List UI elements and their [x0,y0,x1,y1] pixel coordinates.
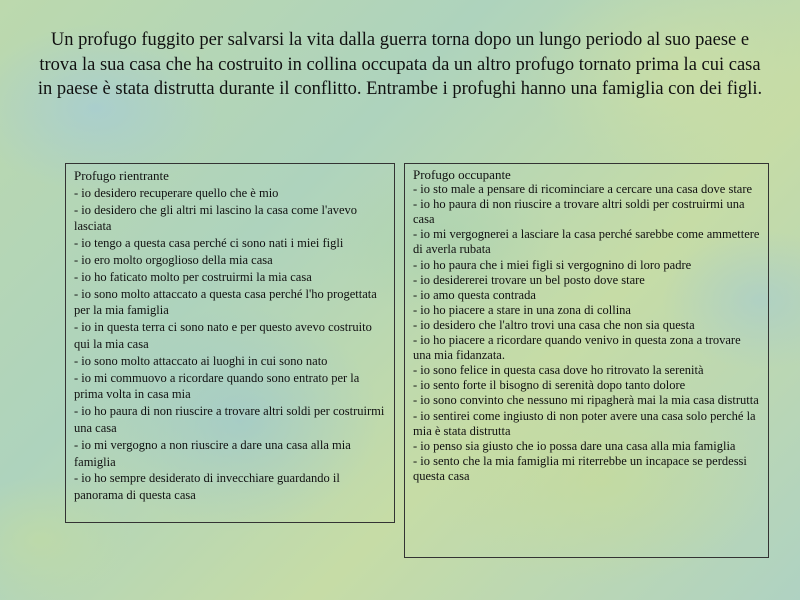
list-item: - io sono convinto che nessuno mi ripagherà mai la mia casa distrutta [413,393,759,408]
list-item: - io desidero che gli altri mi lascino la casa come l'avevo lasciata [74,202,358,234]
list-item: - io sento forte il bisogno di serenità dopo tanto dolore [413,378,686,393]
returning-refugee-heading: Profugo rientrante [74,168,169,183]
list-item: - io mi commuovo a ricordare quando sono entrato per la prima volta in casa mia [74,370,360,402]
returning-refugee-box [65,163,395,523]
list-item: - io in questa terra ci sono nato e per questo avevo costruito qui la mia casa [74,320,372,351]
list-item: - io ho paura che i miei figli si vergognino di loro padre [413,257,692,272]
list-item: - io sento che la mia famiglia mi riterrebbe un incapace se perdessi questa casa [413,453,747,483]
list-item: - io sono molto attaccato a questa casa perché l'ho progettata per la mia famiglia [74,286,377,318]
list-item: - io ero molto orgoglioso della mia casa [74,252,273,267]
list-item: - io desidero recuperare quello che è mio [74,185,279,200]
list-item: - io sono felice in questa casa dove ho ritrovato la serenità [413,363,704,378]
occupying-refugee-list [413,182,760,484]
list-item: - io sto male a pensare di ricominciare a cercare una casa dove stare [413,182,753,197]
returning-refugee-list [74,185,386,504]
list-item: - io mi vergogno a non riuscire a dare una casa alla mia famiglia [74,437,351,469]
list-item: - io desidererei trovare un bel posto dove stare [413,272,645,287]
occupying-refugee-box [404,163,769,558]
list-item: - io penso sia giusto che io possa dare una casa alla mia famiglia [413,438,736,453]
list-item: - io ho faticato molto per costruirmi la mia casa [74,269,312,284]
list-item: - io sono molto attaccato ai luoghi in cui sono nato [74,353,328,368]
list-item: - io ho paura di non riuscire a trovare altri soldi per costruirmi una casa [413,197,745,227]
list-item: - io tengo a questa casa perché ci sono nati i miei figli [74,236,344,251]
list-item: - io sentirei come ingiusto di non poter avere una casa solo perché la mia è stata distrutta [413,408,756,438]
list-item: - io desidero che l'altro trovi una casa che non sia questa [413,317,695,332]
list-item: - io ho sempre desiderato di invecchiare guardando il panorama di questa casa [74,471,340,503]
scenario-title: Un profugo fuggito per salvarsi la vita dalla guerra torna dopo un lungo periodo al suo paese e trova la sua casa che ha costruito in collina occupata da un altro profugo tornato prima la cui casa in paese è stata distrutta durante il conflitto. Entrambe i profughi hanno una famiglia con dei figli. [37,30,763,99]
list-item: - io ho paura di non riuscire a trovare altri soldi per costruirmi una casa [74,404,385,435]
list-item: - io mi vergognerei a lasciare la casa perché sarebbe come ammettere di averla rubata [413,227,760,257]
list-item: - io ho piacere a ricordare quando venivo in questa zona a trovare una mia fidanzata. [413,333,741,363]
list-item: - io amo questa contrada [413,287,536,302]
list-item: - io ho piacere a stare in una zona di collina [413,302,631,317]
occupying-refugee-heading: Profugo occupante [413,167,511,182]
